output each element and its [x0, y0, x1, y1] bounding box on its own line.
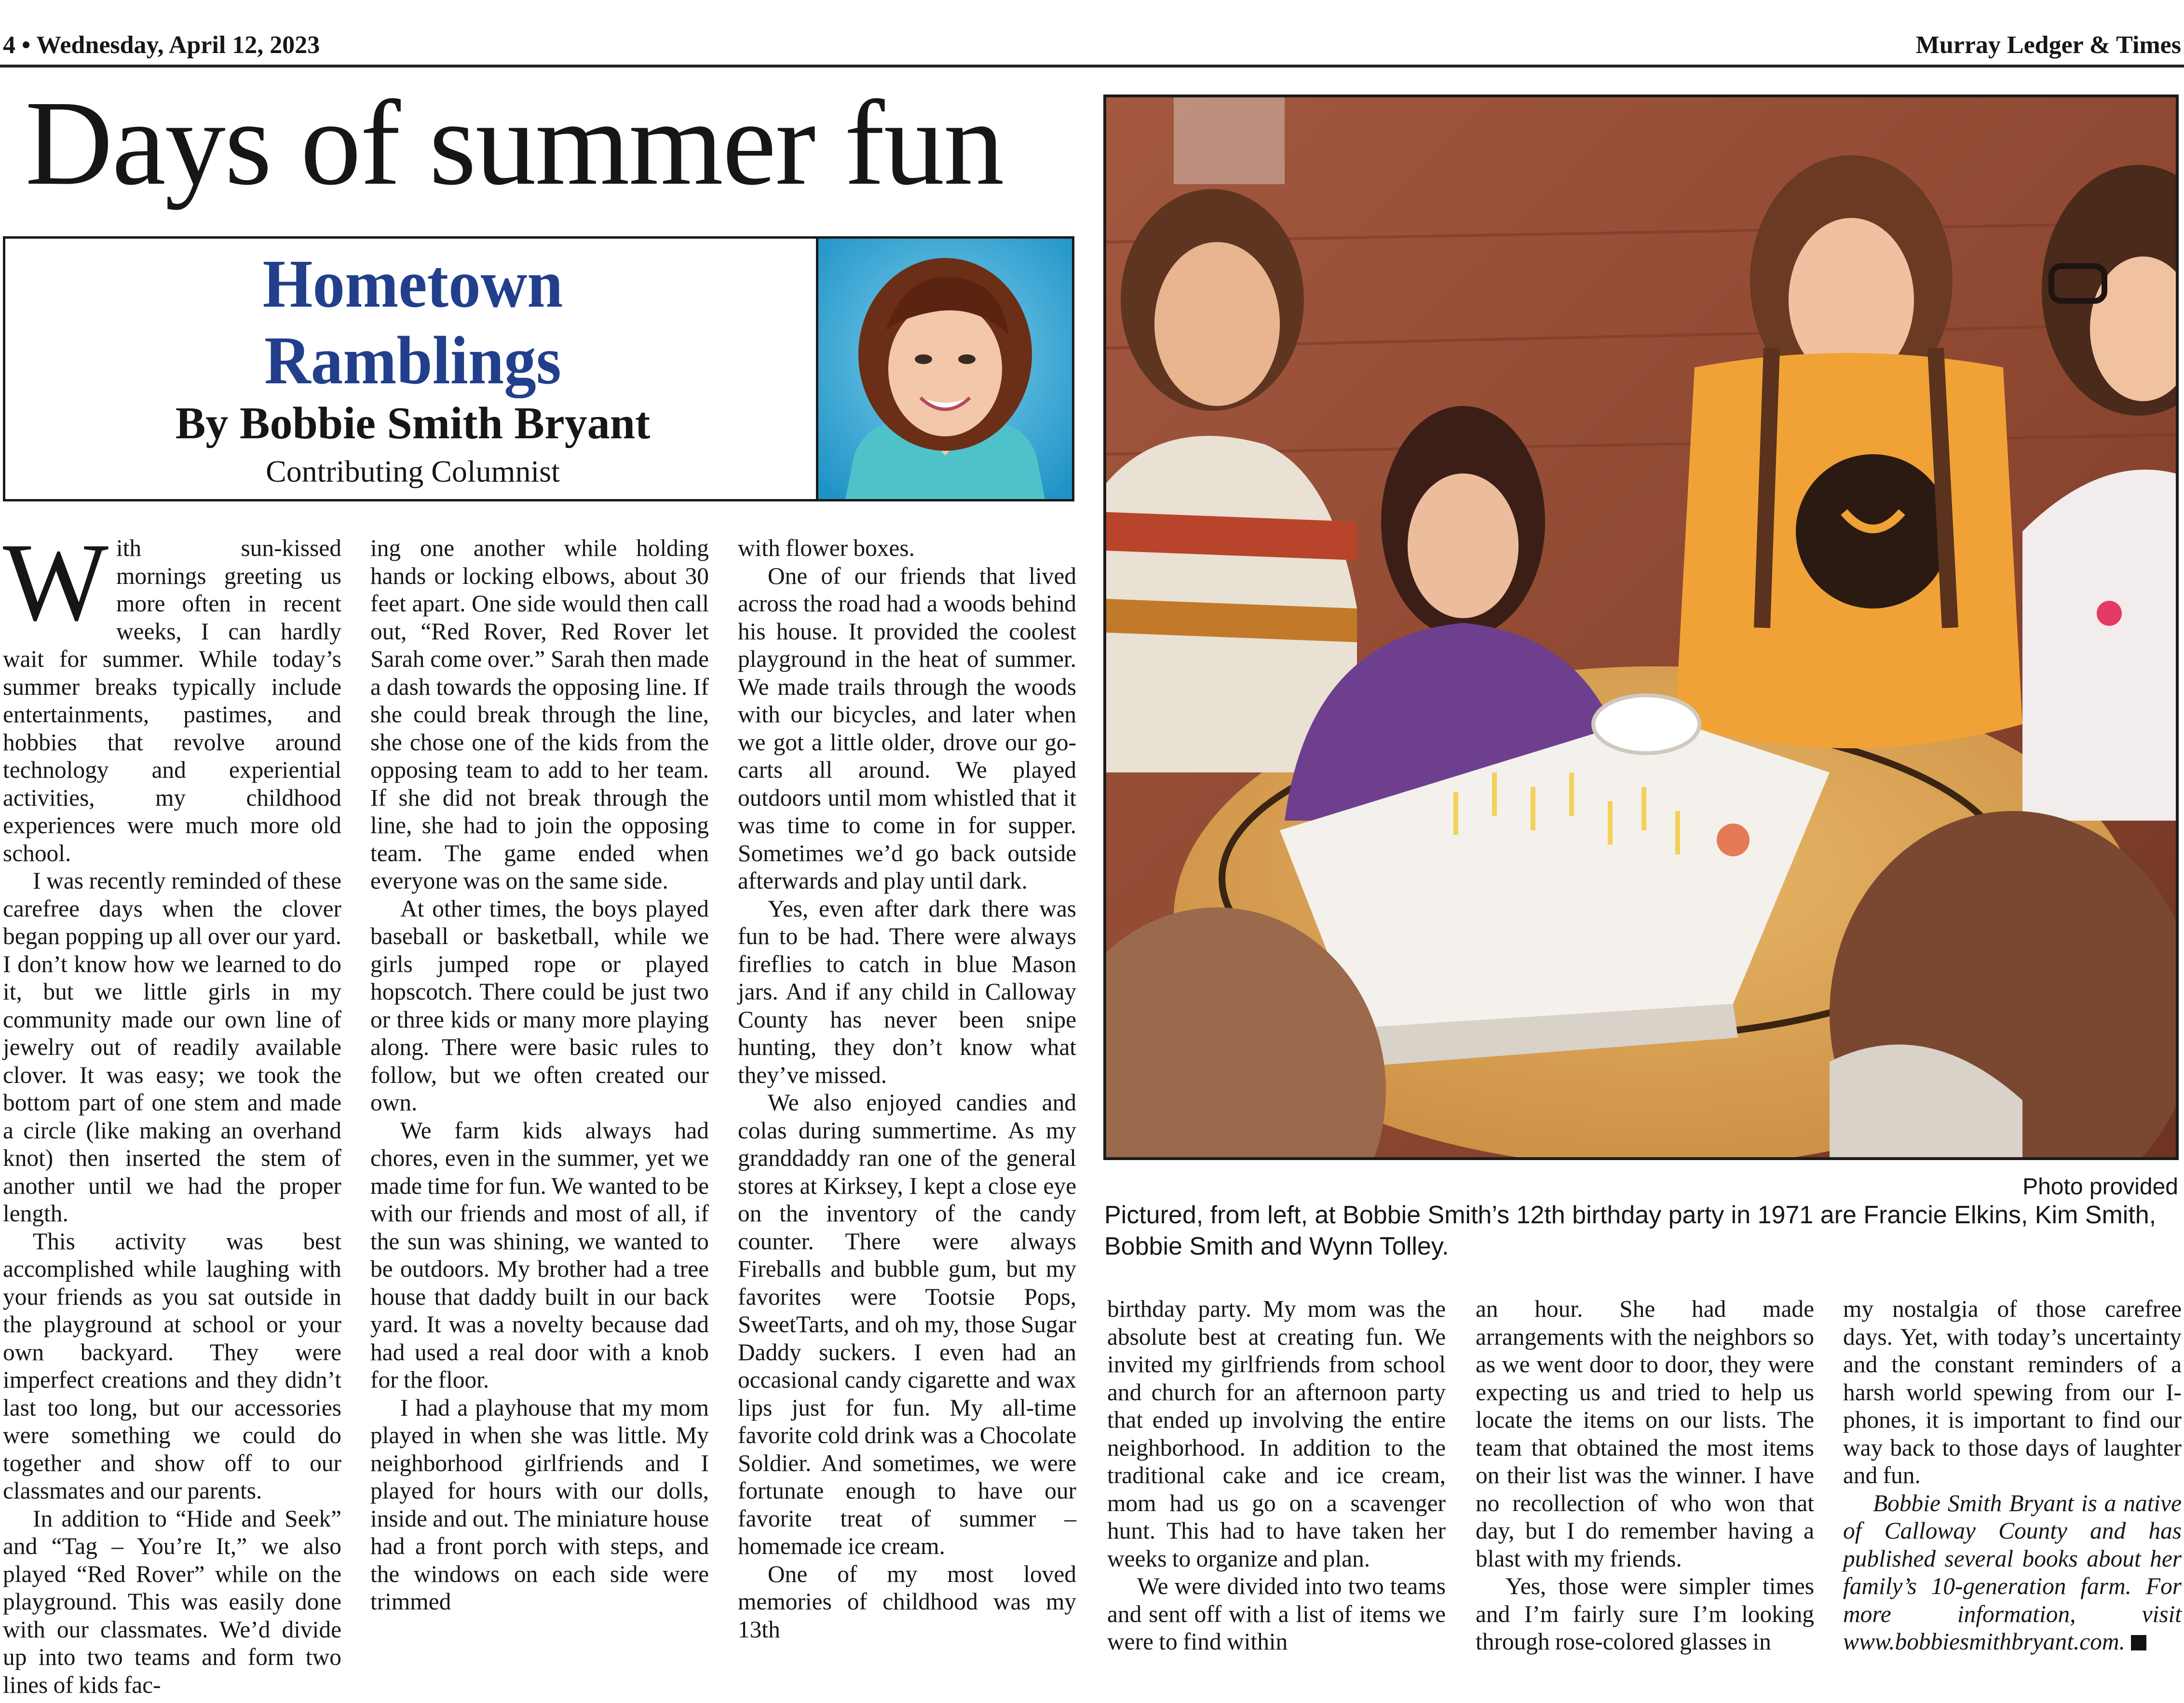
birthday-party-photo [1103, 95, 2179, 1160]
column-title [30, 245, 796, 399]
publication-name: Murray Ledger & Times [1915, 31, 2181, 59]
column-title-line1: Hometown [262, 245, 563, 322]
drop-cap: W [3, 520, 109, 644]
column-title-line2: Ramblings [264, 322, 561, 399]
paragraph: One of our friends that lived across the road had a woods behind his house. It provided the coolest playground in the heat of summer. We made trails through the woods with our bicycles, and later when we got a little older, drove our go-carts all around. We played outdoors until mom whistled that it was time to come in for supper. Sometimes we’d go back outside afterwards and play until dark. [738, 562, 1076, 894]
article-column-3 [738, 534, 1076, 1643]
paragraph: I had a playhouse that my mom played in when she was little. My neighborhood girlfriends and I played for hours with our dolls, inside and out. The miniature house had a front porch with steps, and the windows on each side were trimmed [370, 1394, 709, 1615]
paragraph: We also enjoyed candies and colas during summertime. As my granddaddy ran one of the general stores at Kirksey, I kept a close eye on the inventory of the candy counter. There were always Fireballs and bubble gum, but my favorites were Tootsie Pops, SweetTarts, and oh my, those Sugar Daddy suckers. I even had an occasional candy cigarette and wax lips just for fun. My all-time favorite cold drink was a Chocolate Soldier. And sometimes, we were fortunate enough to have our favorite treat of summer – homemade ice cream. [738, 1089, 1076, 1559]
paragraph: birthday party. My mom was the absolute best at creating fun. We invited my girlfriends from school and church for an afternoon party that ended up involving the entire neighborhood. In addition to the traditional cake and ice cream, mom had us go on a scavenger hunt. This had to have taken her weeks to organize and plan. [1107, 1296, 1446, 1572]
paragraph: ing one another while holding hands or locking elbows, about 30 feet apart. One side would then call out, “Red Rover, Red Rover let Sarah come over.” Sarah then made a dash towards the opposing line. If she could break through the line, she chose one of the kids from the opposing team to add to her team. If she did not break through the line, she had to join the opposing team. The game ended when everyone was on the same side. [370, 535, 709, 894]
article-column-6 [1843, 1295, 2182, 1656]
article-column-4 [1107, 1295, 1446, 1656]
byline-role: Contributing Columnist [266, 454, 560, 488]
paragraph: We were divided into two teams and sent off with a list of items we were to find within [1107, 1573, 1446, 1655]
article-column-5 [1476, 1295, 1814, 1656]
article-column-2 [370, 534, 709, 1616]
paragraph: with flower boxes. [738, 535, 915, 561]
columnist-box [3, 236, 1074, 501]
paragraph: Yes, even after dark there was fun to be had. There were always fireflies to catch in blue Mason jars. And if any child in Calloway County has never been snipe hunting, they don’t know what they’ve missed. [738, 895, 1076, 1088]
paragraph: One of my most loved memories of childhood was my 13th [738, 1560, 1076, 1643]
paragraph: We farm kids always had chores, even in the summer, yet we made time for fun. We wanted to be with our friends and most of all, if the sun was shining, we wanted to be outdoors. My brother had a tree house that daddy built in our back yard. It was a novelty because dad had used a real door with a knob for the floor. [370, 1117, 709, 1393]
end-mark-icon [2131, 1635, 2146, 1650]
page-number-date: 4 • Wednesday, April 12, 2023 [3, 31, 320, 59]
paragraph: I was recently reminded of these carefree days when the clover began popping up all over our yard. I don’t know how we learned to do it, but we little girls in my community made our own line of jewelry out of readily available clover. It was easy; we took the bottom part of one stem and made a circle (like making an overhand knot) then inserted the stem of another until we had the proper length. [3, 867, 341, 1227]
author-bio: Bobbie Smith Bryant is a native of Calloway County and has published several books about her family’s 10-generation farm. For more information, visit www.bobbiesmithbryant.com. [1843, 1489, 2182, 1655]
paragraph: At other times, the boys played baseball or basketball, while we girls jumped rope or played hopscotch. There could be just two or three kids or many more playing along. There were basic rules to follow, but we often created our own. [370, 895, 709, 1116]
paragraph: Yes, those were simpler times and I’m fairly sure I’m looking through rose-colored glasses in [1476, 1573, 1814, 1655]
paragraph: an hour. She had made arrangements with the neighbors so as we went door to door, they were expecting us and tried to help us locate the items on our lists. The team that obtained the most items on their list was the winner. I have no recollection of who won that day, but I do remember having a blast with my friends. [1476, 1296, 1814, 1572]
article-column-1 [3, 520, 341, 1699]
author-headshot [816, 239, 1072, 499]
paragraph: This activity was best accomplished while laughing with your friends as you sat outside in the playground at school or your own backyard. They were imperfect creations and they didn’t last too long, but our accessories were something we could do together and show off to our classmates and our parents. [3, 1228, 341, 1504]
paragraph: With sun-kissed mornings greeting us more often in recent weeks, I can hardly wait for summer. While today’s summer breaks typically include entertainments, pastimes, and hobbies that revolve around technology and experiential activities, my childhood experiences were much more old school. [3, 520, 341, 866]
byline: By Bobbie Smith Bryant [175, 398, 651, 448]
header-rule [0, 65, 2184, 68]
photo-caption: Pictured, from left, at Bobbie Smith’s 12th birthday party in 1971 are Francie Elkins, Kim Smith, Bobbie Smith and Wynn Tolley. [1104, 1201, 2157, 1260]
paragraph: my nostalgia of those carefree days. Yet, with today’s uncertainty and the constant reminders of a harsh world spewing from our I-phones, it is important to find our way back to those days of laughter and fun. [1843, 1296, 2182, 1488]
photo-credit: Photo provided [2022, 1174, 2178, 1200]
paragraph: In addition to “Hide and Seek” and “Tag – You’re It,” we also played “Red Rover” while on the playground. This was easily done with our classmates. We’d divide up into two teams and form two lines of kids fac- [3, 1505, 341, 1698]
headline: Days of summer fun [25, 75, 1004, 210]
